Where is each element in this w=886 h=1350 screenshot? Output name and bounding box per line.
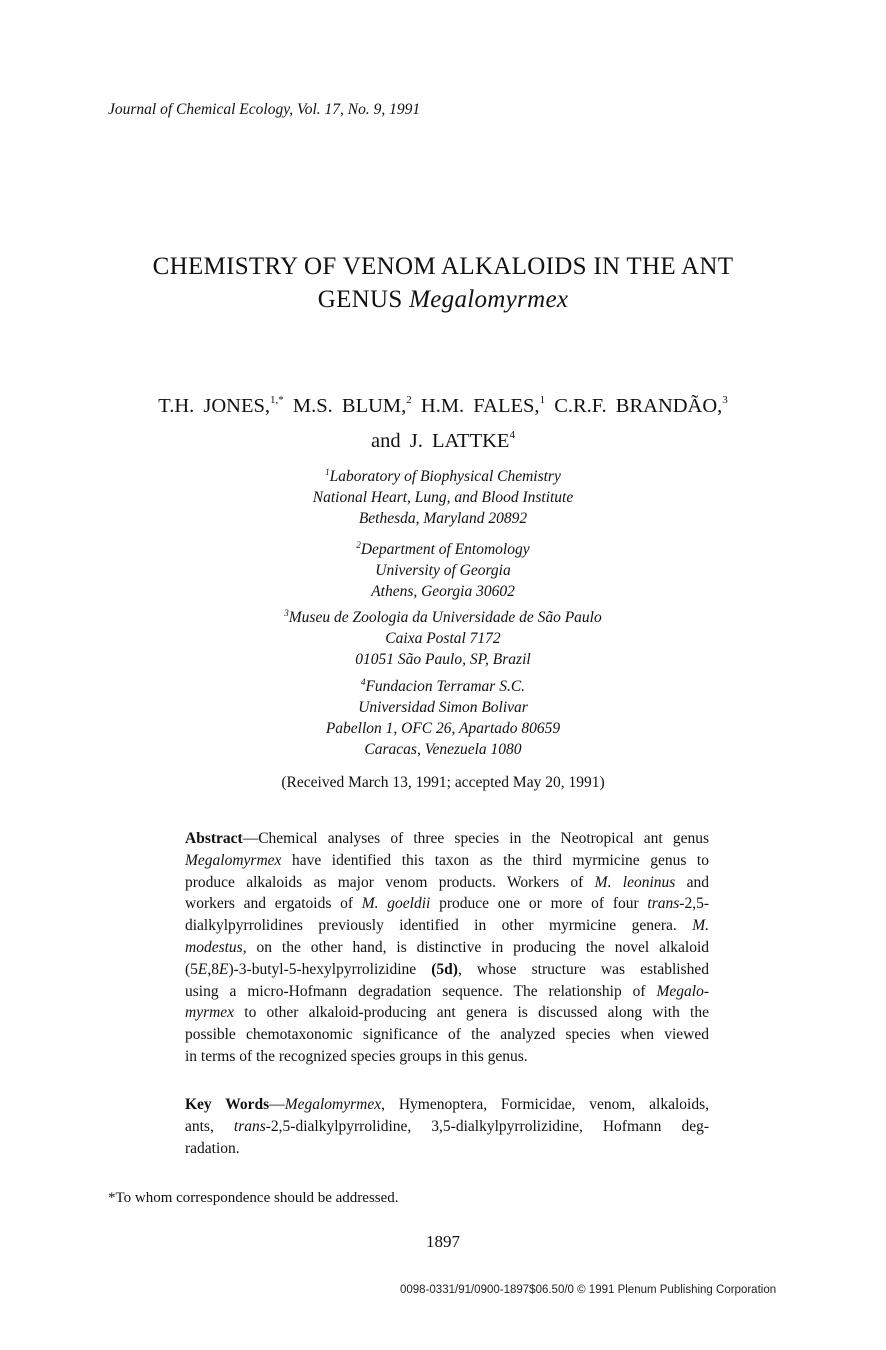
- abstract: Abstract—Chemical analyses of three species in the Neotropical ant genus Megalomyrmex have identified this taxon as the third myrmicine genus to produce alkaloids as major venom products. Workers of M. leoninus and workers and ergatoids of M. goeldii produce one or more of four trans-2,5- dialkylpyrrolidines previously identified in other myrmicine genera. M. modestus, on the other hand, is distinctive in producing the novel alkaloid (5E,8E)-3-butyl-5-hexylpyrrolizidine (5d), whose structure was established using a micro-Hofmann degradation sequence. The relationship of Megalo- myrmex to other alkaloid-producing ant genera is discussed along with the possible chemotaxonomic significance of the analyzed species when viewed in terms of the recognized species groups in this genus.: [185, 830, 710, 1065]
- article-title: [0, 250, 886, 316]
- author-list: [0, 386, 886, 456]
- author-affiliation-mark: 1: [539, 394, 546, 406]
- abstract-heading: Abstract: [185, 830, 243, 847]
- title-line-2: GENUS Megalomyrmex: [317, 286, 569, 313]
- author-name: T.H. JONES,: [158, 395, 271, 417]
- affiliation-mark: 4: [360, 677, 366, 687]
- received-dates: (Received March 13, 1991; accepted May 20, 1991): [281, 774, 605, 791]
- key-words: Key Words—Megalomyrmex, Hymenoptera, Formicidae, venom, alkaloids, ants, trans-2,5-dialkylpyrrolidine, 3,5-dialkylpyrrolizidine, Hofmann deg- radation.: [185, 1096, 710, 1157]
- page-number: 1897: [426, 1232, 460, 1251]
- author-affiliation-mark: 2: [406, 394, 412, 406]
- affiliation-4: $^4$Fundacion Terramar S.C. Universidad Simon Bolivar Pabellon 1, OFC 26, Apartado 80659 Caracas, Venezuela 1080: [325, 677, 561, 758]
- affiliation-1: $^1$Laboratory of Biophysical Chemistry National Heart, Lung, and Blood Institute Bethesda, Maryland 20892: [312, 467, 574, 527]
- copyright-line: 0098-0331/91/0900-1897$06.50/0 © 1991 Plenum Publishing Corporation: [400, 1284, 777, 1296]
- author-name: M.S. BLUM,: [292, 395, 407, 417]
- author-affiliation-mark: 3: [722, 394, 728, 406]
- affiliation-mark: 1: [325, 467, 330, 477]
- author-line-2: [0, 421, 886, 456]
- compound-label: (5d): [431, 960, 458, 978]
- journal-citation: Journal of Chemical Ecology, Vol. 17, No. 9, 1991: [108, 101, 421, 118]
- author-line-1: [0, 386, 886, 421]
- author-affiliation-mark: 4: [509, 429, 515, 441]
- key-words-heading: Key Words: [185, 1096, 270, 1113]
- genus-name: Megalomyrmex: [409, 286, 569, 313]
- affiliation-mark: 3: [284, 608, 289, 618]
- correspondence-footnote: *To whom correspondence should be addressed.: [108, 1190, 399, 1206]
- affiliation-2: $^2$Department of Entomology University of Georgia Athens, Georgia 30602: [356, 540, 530, 600]
- author-affiliation-mark: 1,*: [270, 394, 284, 406]
- title-line-1: CHEMISTRY OF VENOM ALKALOIDS IN THE ANT: [152, 253, 734, 280]
- affiliation-mark: 2: [356, 540, 361, 550]
- author-name: C.R.F. BRANDÃO,: [554, 395, 723, 417]
- author-name: H.M. FALES,: [420, 395, 540, 417]
- affiliation-3: $^3$Museu de Zoologia da Universidade de São Paulo Caixa Postal 7172 01051 São Paulo, SP, Brazil: [284, 608, 602, 668]
- author-name: and J. LATTKE: [371, 430, 510, 452]
